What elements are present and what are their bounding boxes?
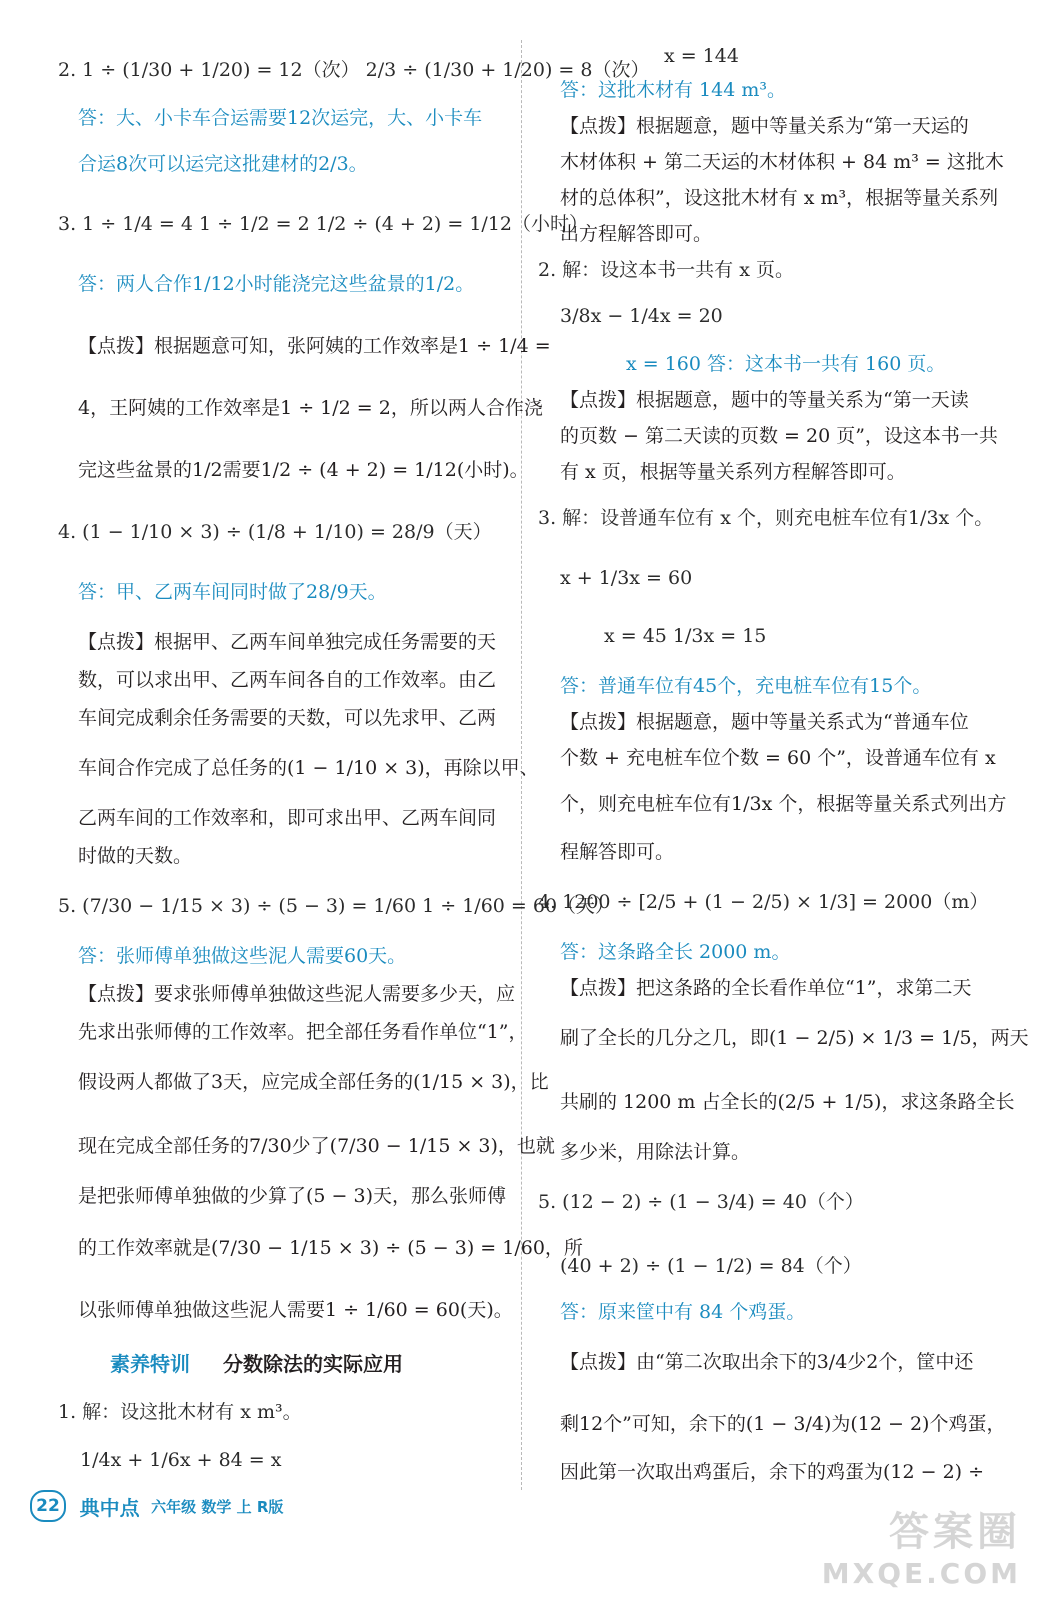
q4-equation: 4. (1 − 1/10 × 3) ÷ (1/8 + 1/10) = 28/9（天） <box>58 521 492 543</box>
s4-hint-line2: 刷了全长的几分之几，即(1 − 2/5) × 1/3 = 1/5，两天 <box>560 1027 1029 1049</box>
q3-answer: 答：两人合作1/12小时能浇完这些盆景的1/2。 <box>78 273 475 295</box>
page-footer <box>30 1490 283 1522</box>
s2-setup: 2. 解：设这本书一共有 x 页。 <box>538 259 794 281</box>
section-title-tag: 素养特训 <box>110 1352 190 1376</box>
s5-hint-line3: 因此第一次取出鸡蛋后，余下的鸡蛋为(12 − 2) ÷ <box>560 1461 985 1483</box>
q2-answer-line2: 合运8次可以运完这批建材的2/3。 <box>78 153 368 175</box>
s5-equation2: (40 + 2) ÷ (1 − 1/2) = 84（个） <box>560 1255 862 1277</box>
s1-answer: 答：这批木材有 144 m³。 <box>560 79 786 101</box>
q5-hint-line7: 以张师傅单独做这些泥人需要1 ÷ 1/60 = 60(天)。 <box>78 1299 513 1321</box>
s2-hint-line1: 【点拨】根据题意，题中的等量关系为“第一天读 <box>560 389 969 411</box>
q4-hint-line6: 时做的天数。 <box>78 845 193 867</box>
q4-hint-line4: 车间合作完成了总任务的(1 − 1/10 × 3)，再除以甲、 <box>78 757 539 779</box>
q4-hint-line5: 乙两车间的工作效率和，即可求出甲、乙两车间同 <box>78 807 497 829</box>
s5-equation1: 5. (12 − 2) ÷ (1 − 3/4) = 40（个） <box>538 1191 864 1213</box>
section-title <box>110 1348 403 1377</box>
s1-setup: 1. 解：设这批木材有 x m³。 <box>58 1401 302 1423</box>
s4-hint-line3: 共刷的 1200 m 占全长的(2/5 + 1/5)，求这条路全长 <box>560 1091 1015 1113</box>
s1-solution: x = 144 <box>664 45 739 67</box>
q3-hint-line1: 【点拨】根据题意可知，张阿姨的工作效率是1 ÷ 1/4 = <box>78 335 551 357</box>
watermark <box>822 1500 1021 1590</box>
watermark-line2: MXQE.COM <box>821 1557 1021 1590</box>
q4-answer: 答：甲、乙两车间同时做了28/9天。 <box>78 581 387 603</box>
s3-hint-line1: 【点拨】根据题意，题中等量关系式为“普通车位 <box>560 711 969 733</box>
brand-logo: 典中点 <box>79 1495 140 1520</box>
q3-hint-line2: 4，王阿姨的工作效率是1 ÷ 1/2 = 2，所以两人合作浇 <box>78 397 543 419</box>
page-number: 22 <box>30 1490 66 1522</box>
s1-hint-line1: 【点拨】根据题意，题中等量关系为“第一天运的 <box>560 115 969 137</box>
section-title-text: 分数除法的实际应用 <box>222 1352 403 1376</box>
q4-hint-line1: 【点拨】根据甲、乙两车间单独完成任务需要的天 <box>78 631 497 653</box>
q5-hint-line4: 现在完成全部任务的7/30少了(7/30 − 1/15 × 3)，也就 <box>78 1135 555 1157</box>
s5-answer: 答：原来筐中有 84 个鸡蛋。 <box>560 1301 806 1323</box>
s5-hint-line2: 剩12个”可知，余下的(1 − 3/4)为(12 − 2)个鸡蛋， <box>560 1413 1006 1435</box>
s3-equation: x + 1/3x = 60 <box>560 567 693 589</box>
s1-hint-line3: 材的总体积”，设这批木材有 x m³，根据等量关系列 <box>560 187 999 209</box>
q5-answer: 答：张师傅单独做这些泥人需要60天。 <box>78 945 407 967</box>
s4-answer: 答：这条路全长 2000 m。 <box>560 941 791 963</box>
s4-hint-line4: 多少米，用除法计算。 <box>560 1141 751 1163</box>
book-info: 六年级 数学 上 R版 <box>151 1497 284 1516</box>
q5-hint-line6: 的工作效率就是(7/30 − 1/15 × 3) ÷ (5 − 3) = 1/60，所 <box>78 1237 583 1259</box>
s1-equation: 1/4x + 1/6x + 84 = x <box>80 1449 282 1471</box>
q4-hint-line2: 数，可以求出甲、乙两车间各自的工作效率。由乙 <box>78 669 497 691</box>
s2-answer: x = 160 答：这本书一共有 160 页。 <box>626 353 946 375</box>
s2-equation: 3/8x − 1/4x = 20 <box>560 305 723 327</box>
q3-hint-line3: 完这些盆景的1/2需要1/2 ÷ (4 + 2) = 1/12(小时)。 <box>78 459 529 481</box>
watermark-line1: 答案圈 <box>889 1509 1021 1555</box>
q5-hint-line1: 【点拨】要求张师傅单独做这些泥人需要多少天，应 <box>78 983 516 1005</box>
s1-hint-line4: 出方程解答即可。 <box>560 223 713 245</box>
s4-hint-line1: 【点拨】把这条路的全长看作单位“1”，求第二天 <box>560 977 972 999</box>
s3-answer: 答：普通车位有45个，充电桩车位有15个。 <box>560 675 932 697</box>
q5-hint-line5: 是把张师傅单独做的少算了(5 − 3)天，那么张师傅 <box>78 1185 507 1207</box>
s3-setup: 3. 解：设普通车位有 x 个，则充电桩车位有1/3x 个。 <box>538 507 994 529</box>
q5-hint-line2: 先求出张师傅的工作效率。把全部任务看作单位“1”， <box>78 1021 528 1043</box>
q5-hint-line3: 假设两人都做了3天，应完成全部任务的(1/15 × 3)，比 <box>78 1071 549 1093</box>
q2-equation: 2. 1 ÷ (1/30 + 1/20) = 12（次） 2/3 ÷ (1/30 + 1/20) = 8（次） <box>58 59 650 81</box>
s5-hint-line1: 【点拨】由“第二次取出余下的3/4少2个，筐中还 <box>560 1351 974 1373</box>
q2-answer-line1: 答：大、小卡车合运需要12次运完，大、小卡车 <box>78 107 483 129</box>
s2-hint-line3: 有 x 页，根据等量关系列方程解答即可。 <box>560 461 906 483</box>
q5-equation: 5. (7/30 − 1/15 × 3) ÷ (5 − 3) = 1/60 1 ÷ 1/60 = 60（天） <box>58 895 615 917</box>
s3-hint-line3: 个，则充电桩车位有1/3x 个，根据等量关系式列出方 <box>560 793 1007 815</box>
s3-solution: x = 45 1/3x = 15 <box>604 625 767 647</box>
s1-hint-line2: 木材体积 + 第二天运的木材体积 + 84 m³ = 这批木 <box>560 151 1004 173</box>
s2-hint-line2: 的页数 − 第二天读的页数 = 20 页”，设这本书一共 <box>560 425 998 447</box>
s4-equation: 4. 1200 ÷ [2/5 + (1 − 2/5) × 1/3] = 2000（m） <box>538 891 989 913</box>
s3-hint-line2: 个数 + 充电桩车位个数 = 60 个”，设普通车位有 x <box>560 747 996 769</box>
q3-equation: 3. 1 ÷ 1/4 = 4 1 ÷ 1/2 = 2 1/2 ÷ (4 + 2) = 1/12（小时） <box>58 213 588 235</box>
q4-hint-line3: 车间完成剩余任务需要的天数，可以先求甲、乙两 <box>78 707 497 729</box>
s3-hint-line4: 程解答即可。 <box>560 841 675 863</box>
